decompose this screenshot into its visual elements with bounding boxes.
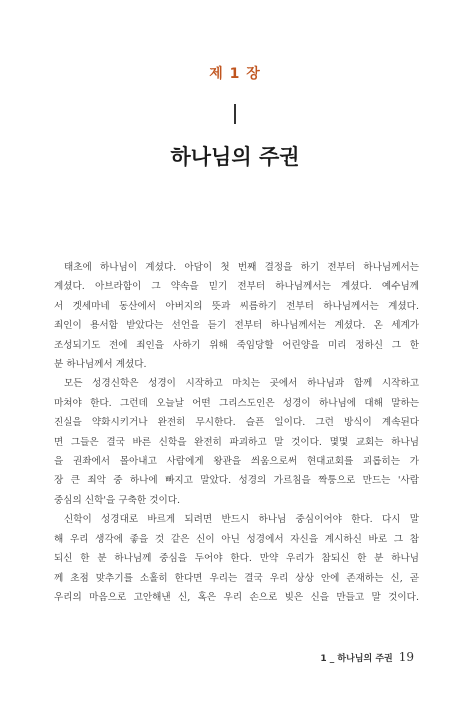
text-line: 우리의 마음으로 고안해낸 신, 혹은 우리 손으로 빚은 신을 만들고 말 것이다. <box>54 591 419 603</box>
text-line: 신학이 성경대로 바르게 되려면 반드시 하나님 중심이어야 한다. 다시 말 <box>64 514 419 526</box>
text-line: 진실을 약화시키거나 완전히 무시한다. 슬픈 일이다. 그런 방식이 계속된다 <box>54 417 419 429</box>
text-line: 계셨다. 아브라함이 그 약속을 믿기 전부터 하나님께서는 계셨다. 예수님께 <box>54 281 419 293</box>
text-line: 조성되기도 전에 죄인을 사하기 위해 죽임당할 어린양을 미리 정하신 그 한 <box>54 339 419 351</box>
page-number: 19 <box>398 650 414 664</box>
text-line: 장 큰 죄악 중 하나에 빠지고 말았다. 성경의 가르침을 짝퉁으로 만드는 '사람 <box>54 475 419 487</box>
page-footer <box>320 650 414 664</box>
running-head: 1 _ 하나님의 주권 <box>320 654 393 664</box>
chapter-title: 하나님의 주권 <box>170 145 300 169</box>
text-line: 서 겟세마네 동산에서 아버지의 뜻과 씨름하기 전부터 하나님께서는 계셨다. <box>54 300 419 312</box>
text-line: 면 그들은 결국 바른 신학을 완전히 파괴하고 말 것이다. 몇몇 교회는 하나님 <box>54 436 419 448</box>
text-line: 중심의 신학'을 구축한 것이다. <box>54 494 181 506</box>
text-line: 되신 한 분 하나님께 중심을 두어야 한다. 만약 우리가 참되신 한 분 하나님 <box>54 553 419 565</box>
text-line: 분 하나님께서 계셨다. <box>54 359 147 371</box>
text-line: 을 권좌에서 몰아내고 사람에게 왕관을 씌움으로써 현대교회를 괴롭히는 가 <box>54 456 419 468</box>
chapter-label: 제 1 장 <box>209 66 261 82</box>
chapter-divider <box>234 104 236 124</box>
text-line: 죄인이 용서함 받았다는 선언을 듣기 전부터 하나님께서는 계셨다. 온 세계가 <box>54 320 419 332</box>
text-line: 모든 성경신학은 성경이 시작하고 마치는 곳에서 하나님과 함께 시작하고 <box>64 378 419 390</box>
text-line: 태초에 하나님이 계셨다. 아담이 첫 번째 결정을 하기 전부터 하나님께서는 <box>64 262 419 273</box>
text-line: 께 초점 맞추기를 소홀히 한다면 우리는 결국 우리 상상 안에 존재하는 신, 곧 <box>54 572 419 584</box>
body-text <box>54 258 419 607</box>
text-line: 해 우리 생각에 좋을 것 같은 신이 아닌 성경에서 자신을 계시하신 바로 그 참 <box>54 533 419 545</box>
text-line: 마쳐야 한다. 그런데 오늘날 어떤 그리스도인은 성경이 하나님에 대해 말하는 <box>54 397 419 409</box>
